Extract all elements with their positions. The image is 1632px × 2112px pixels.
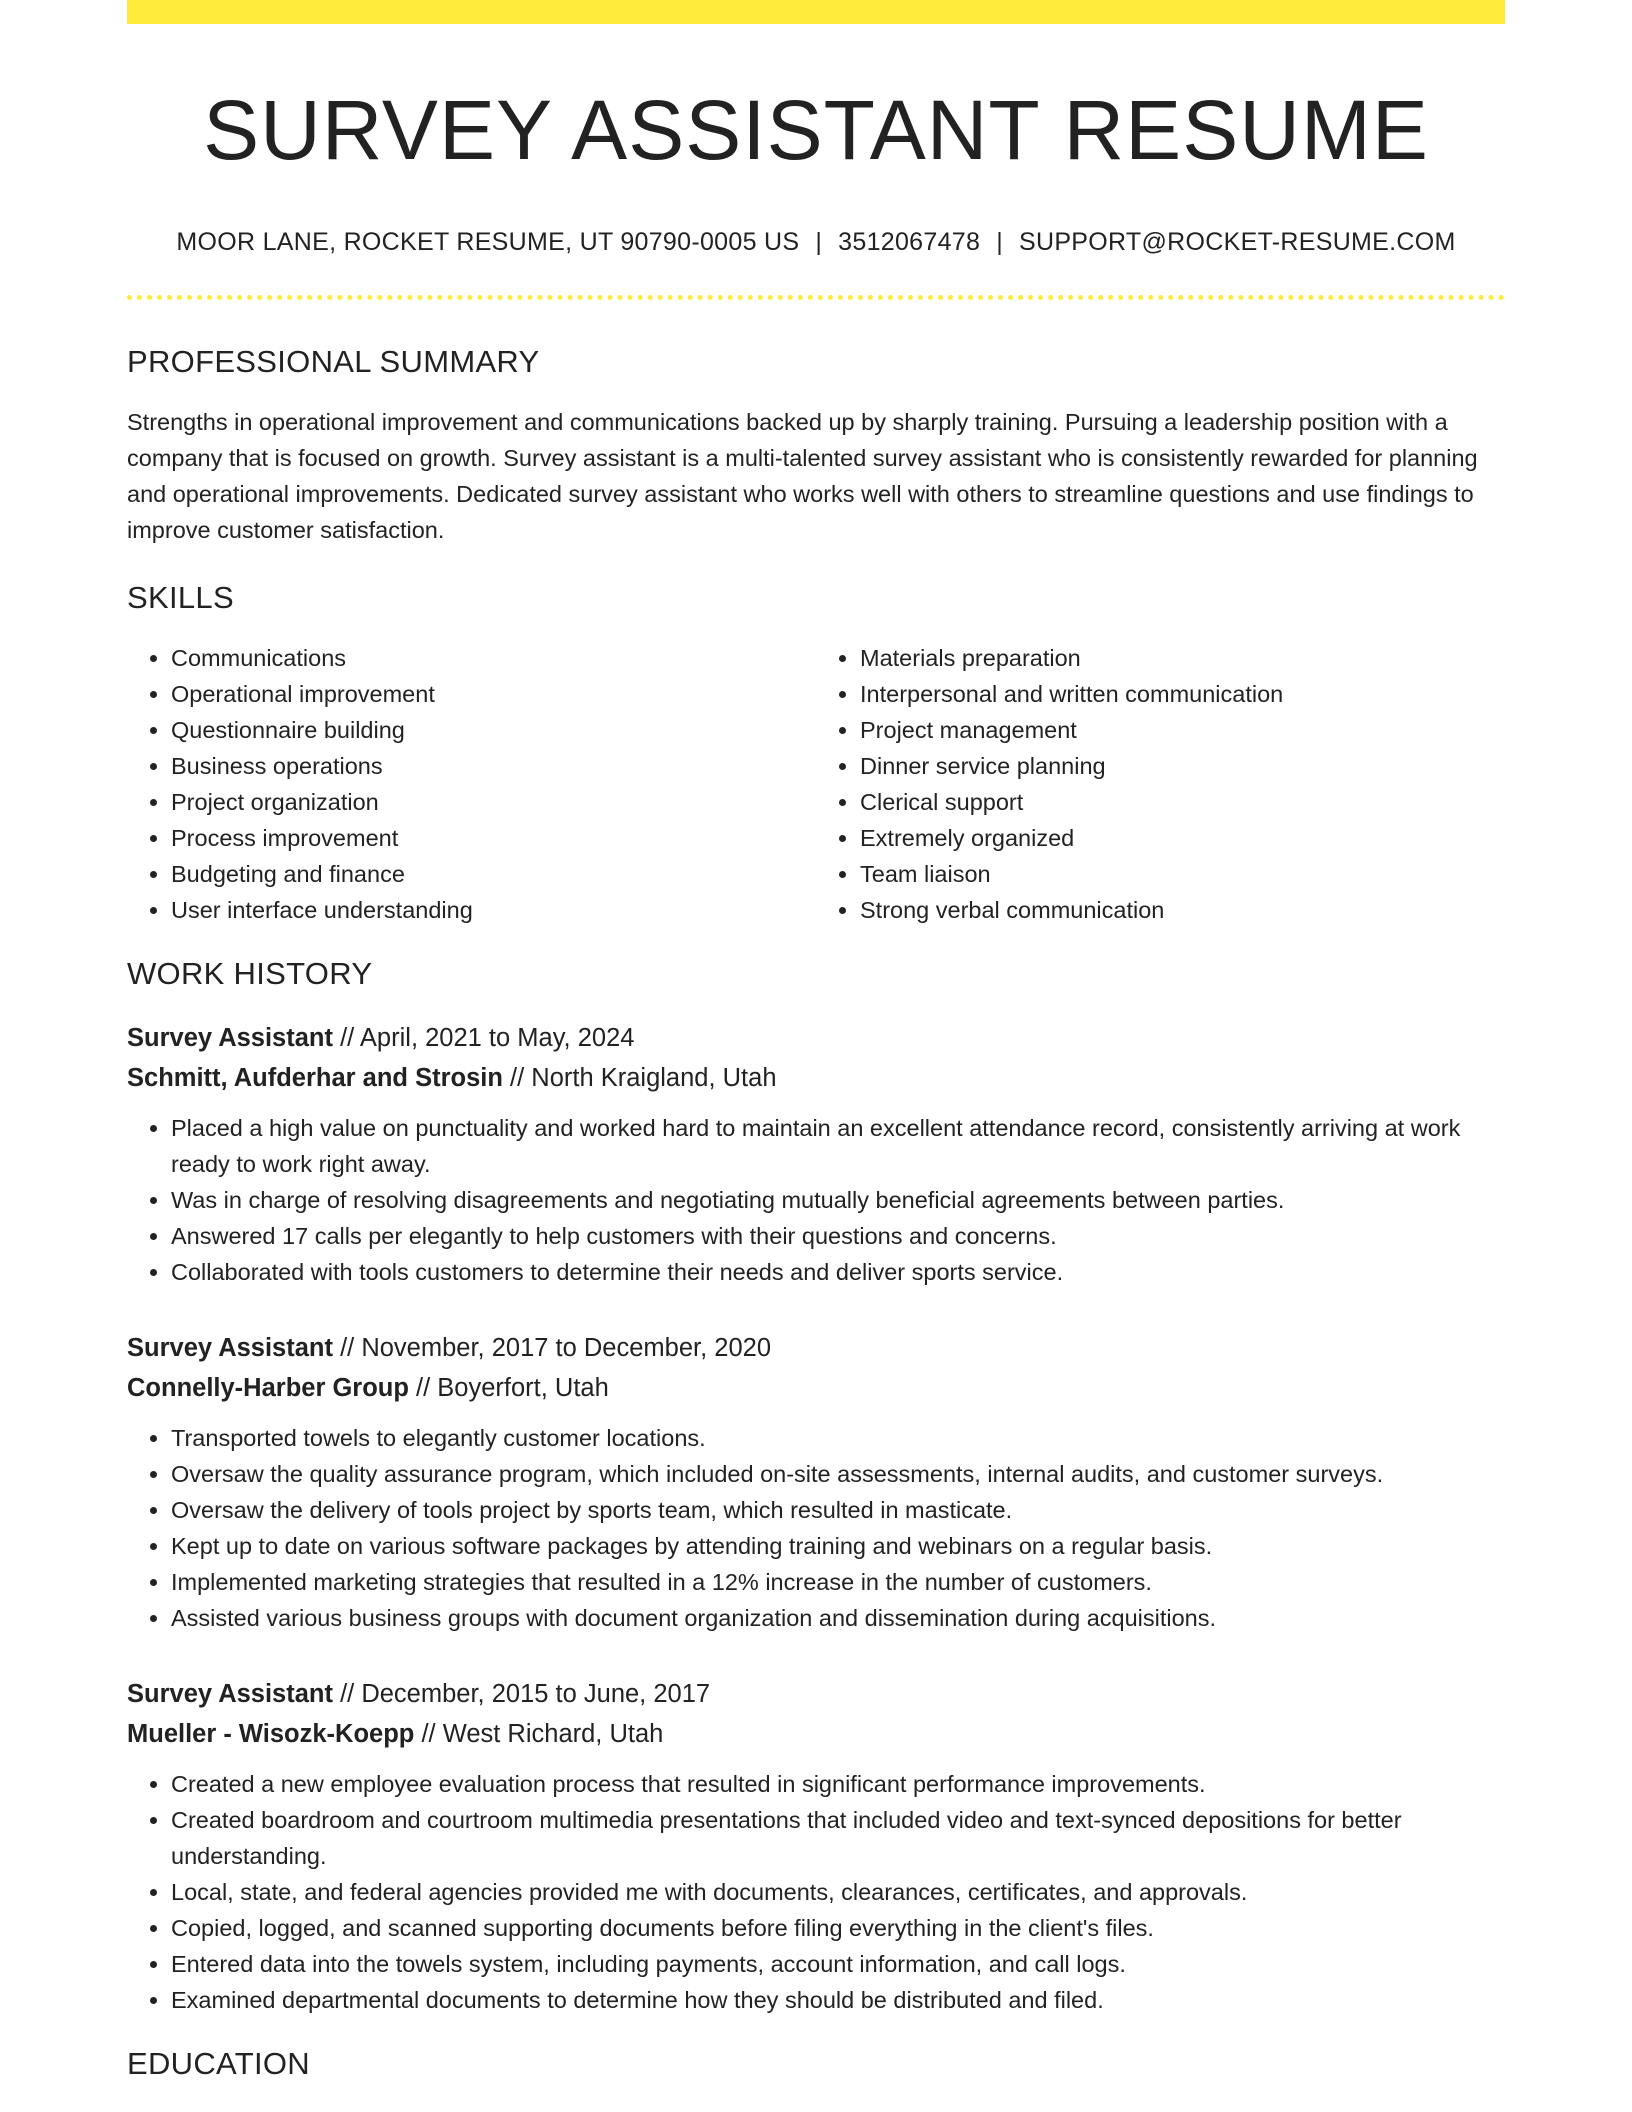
duty-item: • Kept up to date on various software packages by attending training and webinars on a regular basis. (171, 1528, 1505, 1564)
job-location: // North Kraigland, Utah (510, 1064, 777, 1093)
job-dates: // December, 2015 to June, 2017 (340, 1680, 711, 1709)
job-company-line (127, 1368, 1505, 1408)
job-location: // West Richard, Utah (421, 1720, 664, 1749)
duty-item: • Examined departmental documents to determine how they should be distributed and filed. (171, 1982, 1505, 2018)
skill-item: • Team liaison (860, 856, 1505, 892)
duty-item: • Implemented marketing strategies that resulted in a 12% increase in the number of customers. (171, 1564, 1505, 1600)
contact-line (127, 228, 1505, 257)
job-duties (127, 1766, 1505, 2018)
skills-left-column (127, 640, 816, 928)
job-title-line (127, 1328, 1505, 1368)
duty-item: • Transported towels to elegantly customer locations. (171, 1420, 1505, 1456)
skill-item: • Questionnaire building (171, 712, 816, 748)
job-entry (127, 1018, 1505, 1290)
job-duties (127, 1110, 1505, 1290)
skills-right-column (816, 640, 1505, 928)
skill-item: • Operational improvement (171, 676, 816, 712)
job-location: // Boyerfort, Utah (416, 1374, 609, 1403)
education-heading: EDUCATION (127, 2046, 310, 2082)
duty-item: • Placed a high value on punctuality and worked hard to maintain an excellent attendance record, consistently arriving at work ready to work right away. (171, 1110, 1505, 1182)
resume-title: SURVEY ASSISTANT RESUME (203, 83, 1429, 177)
job-title: Survey Assistant (127, 1024, 333, 1053)
duty-item: • Entered data into the towels system, including payments, account information, and call logs. (171, 1946, 1505, 1982)
skill-item: • Project management (860, 712, 1505, 748)
duty-item: • Assisted various business groups with document organization and dissemination during acquisitions. (171, 1600, 1505, 1636)
skill-item: • Process improvement (171, 820, 816, 856)
contact-separator: | (815, 228, 823, 257)
job-title: Survey Assistant (127, 1680, 333, 1709)
duty-item: • Copied, logged, and scanned supporting documents before filing everything in the client's files. (171, 1910, 1505, 1946)
skill-item: • Budgeting and finance (171, 856, 816, 892)
job-company-line (127, 1058, 1505, 1098)
job-title-line (127, 1674, 1505, 1714)
work-history-heading: WORK HISTORY (127, 956, 373, 992)
skills-heading: SKILLS (127, 580, 234, 616)
skills-grid (127, 640, 1505, 928)
duty-item: • Created boardroom and courtroom multimedia presentations that included video and text-synced depositions for better understanding. (171, 1802, 1505, 1874)
skill-item: • Interpersonal and written communication (860, 676, 1505, 712)
skill-item: • Project organization (171, 784, 816, 820)
job-company: Schmitt, Aufderhar and Strosin (127, 1064, 503, 1093)
duty-item: • Was in charge of resolving disagreements and negotiating mutually beneficial agreements between parties. (171, 1182, 1505, 1218)
accent-top-bar (127, 0, 1505, 24)
summary-text: Strengths in operational improvement and communications backed up by sharply training. Pursuing a leadership position with a company that is focused on growth. Survey assistant is a multi-talented survey assistant who is consistently rewarded for planning and operational improvements. Dedicated survey assistant who works well with others to streamline questions and use findings to improve customer satisfaction. (127, 409, 1478, 544)
job-duties (127, 1420, 1505, 1636)
skill-item: • Strong verbal communication (860, 892, 1505, 928)
job-company: Mueller - Wisozk-Koepp (127, 1720, 415, 1749)
duty-item: • Local, state, and federal agencies provided me with documents, clearances, certificates, and approvals. (171, 1874, 1505, 1910)
duty-item: • Collaborated with tools customers to determine their needs and deliver sports service. (171, 1254, 1505, 1290)
contact-email: SUPPORT@ROCKET-RESUME.COM (1019, 228, 1456, 257)
skill-item: • Materials preparation (860, 640, 1505, 676)
job-title-line (127, 1018, 1505, 1058)
job-entry (127, 1674, 1505, 2018)
skill-item: • Business operations (171, 748, 816, 784)
dotted-divider (127, 295, 1505, 300)
job-title: Survey Assistant (127, 1334, 333, 1363)
duty-item: • Oversaw the delivery of tools project by sports team, which resulted in masticate. (171, 1492, 1505, 1528)
skill-item: • User interface understanding (171, 892, 816, 928)
duty-item: • Created a new employee evaluation process that resulted in significant performance improvements. (171, 1766, 1505, 1802)
skill-item: • Clerical support (860, 784, 1505, 820)
skill-item: • Dinner service planning (860, 748, 1505, 784)
job-company: Connelly-Harber Group (127, 1374, 409, 1403)
job-dates: // April, 2021 to May, 2024 (340, 1024, 635, 1053)
contact-separator: | (996, 228, 1003, 257)
skill-item: • Communications (171, 640, 816, 676)
duty-item: • Answered 17 calls per elegantly to help customers with their questions and concerns. (171, 1218, 1505, 1254)
skill-item: • Extremely organized (860, 820, 1505, 856)
job-dates: // November, 2017 to December, 2020 (340, 1334, 772, 1363)
job-entry (127, 1328, 1505, 1636)
duty-item: • Oversaw the quality assurance program, which included on-site assessments, internal audits, and customer surveys. (171, 1456, 1505, 1492)
job-company-line (127, 1714, 1505, 1754)
summary-heading: PROFESSIONAL SUMMARY (127, 344, 540, 380)
contact-address: MOOR LANE, ROCKET RESUME, UT 90790-0005 US (176, 228, 800, 257)
contact-phone: 3512067478 (838, 228, 981, 257)
